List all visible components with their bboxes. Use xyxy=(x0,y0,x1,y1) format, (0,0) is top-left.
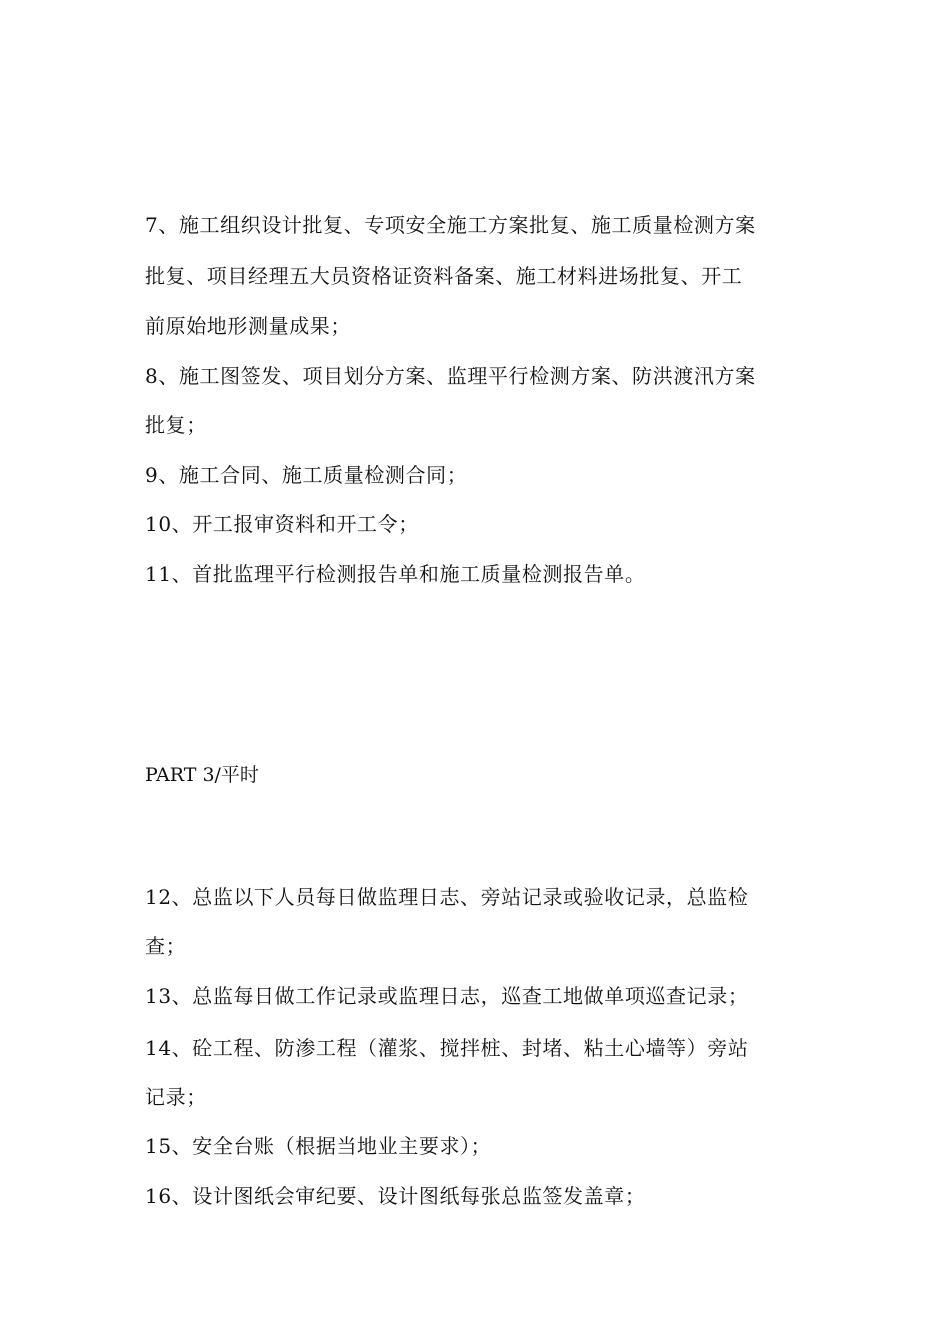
item-13-line-1: 13、总监每日做工作记录或监理日志，巡查工地做单项巡查记录； xyxy=(145,984,749,1008)
item-14-line-1: 14、砼工程、防渗工程（灌浆、搅拌桩、封堵、粘土心墙等）旁站 xyxy=(145,1036,749,1060)
item-7-line-3: 前原始地形测量成果； xyxy=(145,314,351,338)
part3-heading: PART 3/平时 xyxy=(145,764,259,786)
item-8-line-1: 8、施工图签发、项目划分方案、监理平行检测方案、防洪渡汛方案 xyxy=(145,364,756,388)
item-12-line-1: 12、总监以下人员每日做监理日志、旁站记录或验收记录，总监检 xyxy=(145,885,749,909)
item-12-line-2: 查； xyxy=(145,934,187,958)
item-11-line-1: 11、首批监理平行检测报告单和施工质量检测报告单。 xyxy=(145,562,646,586)
item-15-line-1: 15、安全台账（根据当地业主要求）； xyxy=(145,1134,492,1158)
item-7-line-2: 批复、项目经理五大员资格证资料备案、施工材料进场批复、开工 xyxy=(145,264,743,288)
item-8-line-2: 批复； xyxy=(145,413,207,437)
item-9-line-1: 9、施工合同、施工质量检测合同； xyxy=(145,463,468,487)
item-16-line-1: 16、设计图纸会审纪要、设计图纸每张总监签发盖章； xyxy=(145,1184,646,1208)
item-14-line-2: 记录； xyxy=(145,1085,207,1109)
item-7-line-1: 7、施工组织设计批复、专项安全施工方案批复、施工质量检测方案 xyxy=(145,213,756,237)
item-10-line-1: 10、开工报审资料和开工令； xyxy=(145,512,419,536)
